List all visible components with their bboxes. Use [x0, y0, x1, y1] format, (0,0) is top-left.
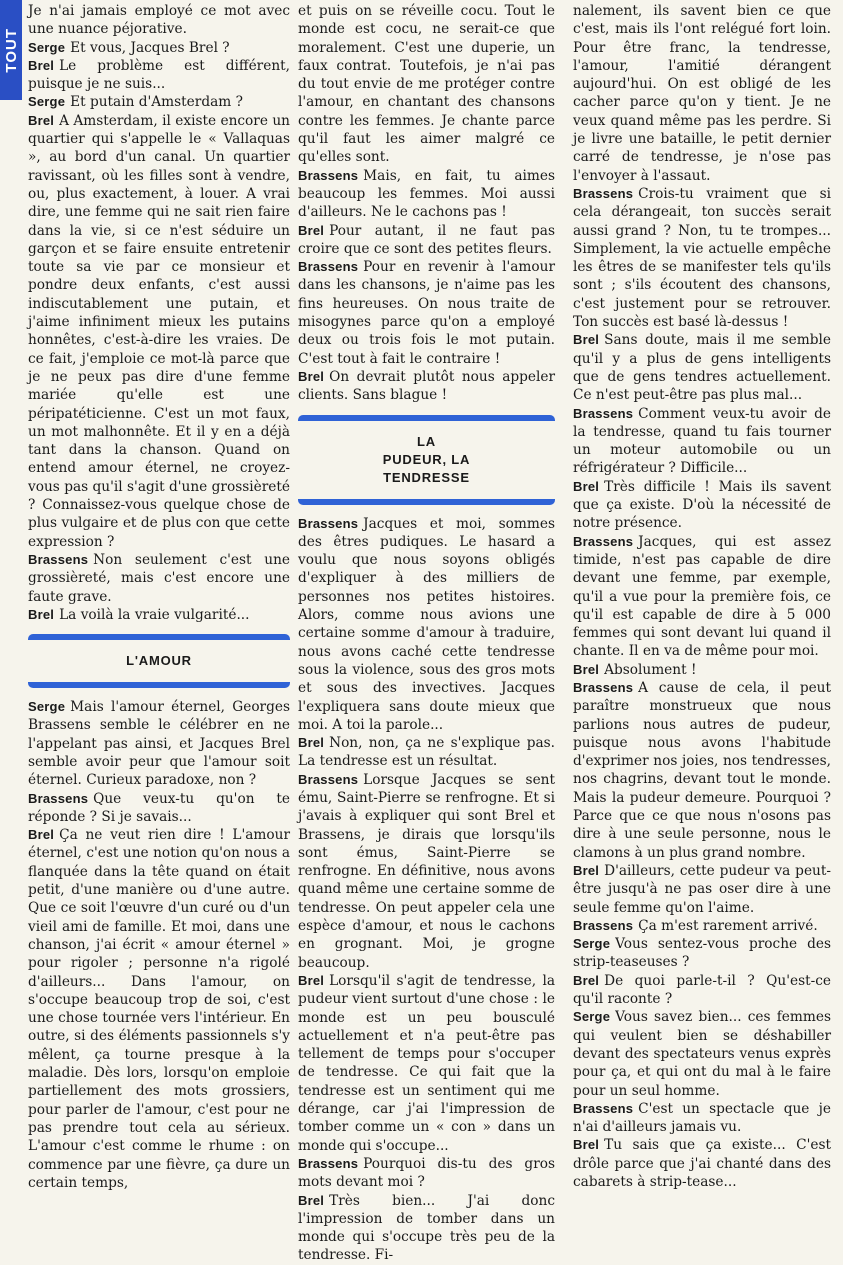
paragraph-text: Et putain d'Amsterdam ? — [70, 94, 243, 111]
speaker-name: Brassens — [573, 405, 634, 421]
article-column-3 — [573, 2, 831, 1190]
section-heading — [28, 634, 290, 688]
speaker-name: Brassens — [573, 1100, 634, 1116]
paragraph-text: A cause de cela, il peut paraître monstrueux que nous parlions nous autres de pudeur, puisque nous avons l'habitude d'exprimer nos joies, nos tendresses, nos chagrins, devant tout le monde. Mais la pudeur demeure. Pourquoi ? Parce que ce que nous n'osons pas dire à une seule personne, nous le clamons à un plus grand nombre. — [573, 679, 831, 861]
paragraph-text: Pour en revenir à l'amour dans les chansons, je n'aime pas les fins heureuses. On nous traite de misogynes parce qu'on a employé deux ou trois fois le mot putain. C'est tout à fait le contraire ! — [298, 259, 555, 367]
speaker-name: Brel — [573, 972, 600, 988]
speaker-name: Serge — [573, 936, 611, 952]
paragraph-text: Absolument ! — [604, 661, 697, 678]
paragraph-text: Que veux-tu qu'on te réponde ? Si je savais... — [28, 790, 290, 825]
section-heading-line: TENDRESSE — [383, 469, 470, 485]
paragraph-text: C'est un spectacle que je n'ai d'ailleurs jamais vu. — [573, 1100, 831, 1136]
side-tab-label: TOUT — [2, 27, 20, 73]
dialogue-paragraph — [573, 862, 831, 917]
dialogue-paragraph — [28, 790, 290, 827]
speaker-name: Brassens — [298, 167, 359, 183]
dialogue-paragraph — [28, 826, 290, 1192]
dialogue-paragraph — [298, 515, 555, 735]
speaker-name: Brassens — [28, 790, 89, 806]
paragraph-text: Vous sentez-vous proche des strip-teaseuses ? — [573, 936, 831, 971]
section-heading-text: L'AMOUR — [126, 653, 192, 669]
speaker-name: Serge — [28, 699, 66, 715]
speaker-name: Brassens — [573, 917, 634, 933]
speaker-name: Brel — [298, 222, 325, 238]
paragraph-text: Très bien... J'ai donc l'impression de tomber dans un monde qui s'occupe très peu de la tendresse. Fi- — [298, 1192, 555, 1264]
dialogue-paragraph — [298, 1155, 555, 1192]
speaker-name: Brel — [298, 972, 325, 988]
paragraph-text: Pourquoi dis-tu des gros mots devant moi ? — [298, 1155, 555, 1191]
dialogue-paragraph — [298, 771, 555, 972]
speaker-name: Brassens — [573, 533, 634, 549]
speaker-name: Brel — [28, 827, 55, 843]
paragraph-text: nalement, ils savent bien ce que c'est, mais ils l'ont relégué fort loin. Pour être franc, la tendresse, l'amour, l'amitié dérangent aujourd'hui. On est obligé de les cacher parce qu'on y tient. Je ne veux quand même pas les perdre. Si je livre une bataille, le petit dernier carré de tendresse, je n'ose pas l'envoyer à l'assaut. — [573, 3, 831, 184]
speaker-name: Brel — [573, 661, 600, 677]
dialogue-paragraph — [573, 185, 831, 331]
dialogue-paragraph — [573, 1100, 831, 1137]
dialogue-paragraph — [28, 698, 290, 789]
paragraph-text: Crois-tu vraiment que si cela dérangeait, ton succès serait aussi grand ? Non, tu te trompes... Simplement, la vie actuelle empêche les êtres de se manifester tels qu'ils sont ; s'ils écoutent des chansons, c'est justement pour se retrouver. Ton succès est basé là-dessus ! — [573, 185, 831, 331]
paragraph-text: D'ailleurs, cette pudeur va peut-être jusqu'à ne pas oser dire à une seule femme qu'on l'aime. — [573, 862, 831, 916]
dialogue-paragraph — [573, 331, 831, 404]
dialogue-paragraph — [573, 1136, 831, 1191]
speaker-name: Brassens — [298, 515, 359, 531]
dialogue-paragraph — [298, 972, 555, 1155]
speaker-name: Brel — [573, 862, 600, 878]
dialogue-paragraph — [573, 2, 831, 185]
paragraph-text: Sans doute, mais il me semble qu'il y a plus de gens intelligents que de gens tendres actuellement. Ce n'est peut-être pas plus mal... — [573, 332, 831, 404]
paragraph-text: Pour autant, il ne faut pas croire que ce sont des petites fleurs. — [298, 222, 555, 257]
paragraph-text: Vous savez bien... ces femmes qui veulent bien se déshabiller devant des spectateurs venus exprès pour ça, et qui ont du mal à le faire pour un seul homme. — [573, 1009, 831, 1099]
dialogue-paragraph — [573, 478, 831, 533]
paragraph-text: Lorsque Jacques se sent ému, Saint-Pierre se renfrogne. Et si j'avais à expliquer qui sont Brel et Brassens, je dirais que lorsqu'ils sont émus, Saint-Pierre se renfrogne. En définitive, nous avons quand même une certaine somme de tendresse. On peut appeler cela une espèce d'amour, et nous le cachons en grognant. Moi, je grogne beaucoup. — [298, 771, 555, 971]
speaker-name: Brel — [28, 112, 55, 128]
speaker-name: Brassens — [28, 551, 89, 567]
paragraph-text: Non seulement c'est une grossièreté, mais c'est encore une faute grave. — [28, 551, 290, 605]
paragraph-text: Comment veux-tu avoir de la tendresse, quand tu fais tourner un moteur automobile ou un réfrigérateur ? Difficile... — [573, 405, 831, 477]
dialogue-paragraph — [28, 39, 290, 57]
paragraph-text: Jacques, qui est assez timide, n'est pas capable de dire devant une femme, par exemple, qu'il a vue pour la première fois, ce qu'il est capable de dire à 5 000 femmes qui sont devant lui quand il chante. Il en va de même pour moi. — [573, 533, 831, 660]
dialogue-paragraph — [298, 222, 555, 259]
dialogue-paragraph — [28, 112, 290, 551]
paragraph-text: Tu sais que ça existe... C'est drôle parce que j'ai chanté dans des cabarets à strip-tease... — [573, 1137, 831, 1190]
section-heading — [298, 415, 555, 505]
paragraph-text: et puis on se réveille cocu. Tout le monde est cocu, ne serait-ce que moralement. C'est une duperie, un faux contrat. Toutefois, je n'ai pas du tout envie de me protéger contre l'amour, en chantant des chansons contre les femmes. Je chante parce qu'il faut les aimer malgré ce qu'elles sont. — [298, 3, 555, 166]
paragraph-text: De quoi parle-t-il ? Qu'est-ce qu'il raconte ? — [573, 972, 831, 1008]
dialogue-paragraph — [573, 533, 831, 661]
dialogue-paragraph — [573, 917, 831, 935]
speaker-name: Brel — [573, 478, 600, 494]
dialogue-paragraph — [28, 2, 290, 39]
dialogue-paragraph — [298, 734, 555, 771]
paragraph-text: Très difficile ! Mais ils savent que ça existe. D'où la nécessité de notre présence. — [573, 478, 831, 532]
dialogue-paragraph — [28, 551, 290, 606]
paragraph-text: Ça m'est rarement arrivé. — [638, 917, 818, 934]
dialogue-paragraph — [28, 57, 290, 94]
dialogue-paragraph — [298, 258, 555, 368]
dialogue-paragraph — [573, 1008, 831, 1099]
article-column-2 — [298, 2, 555, 1264]
speaker-name: Brassens — [573, 679, 634, 695]
paragraph-text: A Amsterdam, il existe encore un quartier qui s'appelle le « Vallaquas », au bord d'un canal. Un quartier ravissant, où les filles sont à vendre, ou, plus exactement, à louer. A vrai dire, une femme qui ne sait rien faire dans la vie, si ce n'est séduire un garçon et se faire ensuite entretenir toute sa vie par ce monsieur et pondre deux enfants, c'est aussi indiscutablement une putain, et j'aime infiniment mieux les putains honnêtes, c'est-à-dire les vraies. De ce fait, j'emploie ce mot-là parce que je ne peux pas dire d'une femme mariée qu'elle est une péripatéticienne. C'est un mot faux, un mot malhonnête. Et il y en a déjà tant dans la chanson. Quand on entend amour éternel, ne croyez-vous pas qu'il s'agit d'une grossièreté ? Connaissez-vous quelque chose de plus vulgaire et de plus con que cette expression ? — [28, 112, 290, 550]
speaker-name: Brel — [298, 735, 325, 751]
paragraph-text: Le problème est différent, puisque je ne suis... — [28, 57, 290, 93]
section-heading-line: PUDEUR, LA — [382, 451, 471, 467]
article-column-1 — [28, 2, 290, 1191]
paragraph-text: On devrait plutôt nous appeler clients. Sans blague ! — [298, 368, 555, 404]
section-side-tab — [0, 0, 22, 100]
section-heading-line: LA — [417, 433, 436, 449]
speaker-name: Brassens — [573, 185, 634, 201]
speaker-name: Brel — [573, 332, 600, 348]
paragraph-text: La voilà la vraie vulgarité... — [59, 606, 250, 623]
dialogue-paragraph — [28, 606, 290, 624]
paragraph-text: Lorsqu'il s'agit de tendresse, la pudeur vient surtout d'une chose : le monde est un peu bousculé actuellement et n'a peut-être pas tellement de temps pour s'occuper de tendresse. Ce qui fait que la tendresse est un sentiment qui me dérange, car j'ai l'impression de tomber comme un « con » dans un monde qui s'occupe... — [298, 972, 555, 1154]
speaker-name: Brel — [298, 368, 325, 384]
speaker-name: Brassens — [298, 259, 359, 275]
dialogue-paragraph — [298, 2, 555, 167]
paragraph-text: Mais l'amour éternel, Georges Brassens semble le célébrer en ne l'appelant pas ainsi, et Jacques Brel semble avoir peur que l'amour soit éternel. Curieux paradoxe, non ? — [28, 699, 290, 789]
speaker-name: Brel — [298, 1192, 325, 1208]
paragraph-text: Je n'ai jamais employé ce mot avec une nuance péjorative. — [28, 3, 290, 38]
dialogue-paragraph — [573, 405, 831, 478]
dialogue-paragraph — [298, 167, 555, 222]
speaker-name: Serge — [28, 94, 66, 110]
speaker-name: Serge — [573, 1009, 611, 1025]
speaker-name: Brel — [573, 1137, 600, 1153]
paragraph-text: Et vous, Jacques Brel ? — [70, 39, 230, 56]
speaker-name: Brel — [28, 606, 55, 622]
dialogue-paragraph — [298, 368, 555, 405]
paragraph-text: Non, non, ça ne s'explique pas. La tendresse est un résultat. — [298, 735, 555, 770]
dialogue-paragraph — [28, 93, 290, 111]
speaker-name: Brassens — [298, 771, 359, 787]
speaker-name: Brel — [28, 57, 55, 73]
paragraph-text: Ça ne veut rien dire ! L'amour éternel, c'est une notion qu'on nous a flanquée dans la tête quand on était petit, d'une manière ou d'une autre. Que ce soit l'œuvre d'un curé ou d'un vieil ami de famille. Et moi, dans une chanson, j'ai écrit « amour éternel » pour rigoler ; personne n'a rigolé d'ailleurs... Dans l'amour, on s'occupe beaucoup trop de soi, c'est une chose tournée vers l'intérieur. En outre, si des éléments passionnels s'y mêlent, ça tourne presque à la maladie. Dès lors, lorsqu'on emploie partiellement des mots grossiers, pour parler de l'amour, c'est pour ne pas prendre tout cela au sérieux. L'amour c'est comme le rhume : on commence par une fièvre, ça dure un certain temps, — [28, 827, 290, 1191]
dialogue-paragraph — [573, 935, 831, 972]
dialogue-paragraph — [298, 1192, 555, 1265]
paragraph-text: Mais, en fait, tu aimes beaucoup les femmes. Moi aussi d'ailleurs. Ne le cachons pas ! — [298, 167, 555, 221]
dialogue-paragraph — [573, 679, 831, 862]
paragraph-text: Jacques et moi, sommes des êtres pudiques. Le hasard a voulu que nous soyons obligés d'expliquer à des milliers de personnes nos petites histoires. Alors, comme nous avions une certaine somme d'amour à traduire, nous avons caché cette tendresse sous la violence, sous des gros mots et sous des invectives. Jacques l'expliquera sans doute mieux que moi. A toi la parole... — [298, 515, 555, 733]
speaker-name: Serge — [28, 39, 66, 55]
dialogue-paragraph — [573, 972, 831, 1009]
speaker-name: Brassens — [298, 1155, 359, 1171]
dialogue-paragraph — [573, 661, 831, 679]
